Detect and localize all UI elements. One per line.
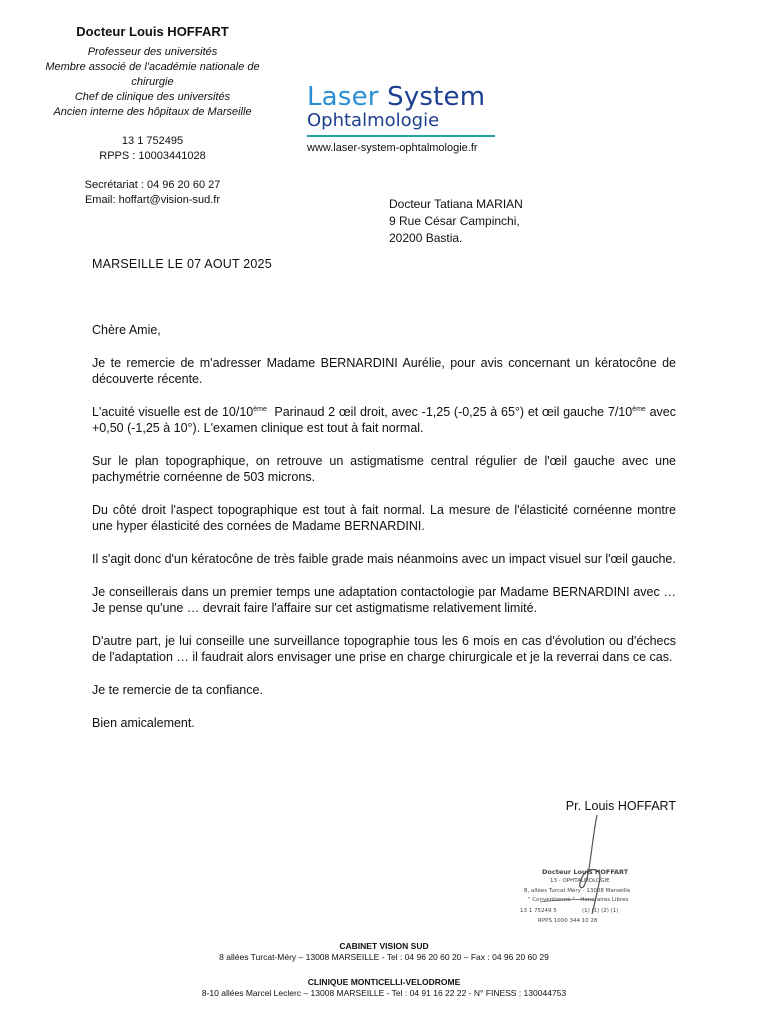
footer-clinique-address: 8-10 allées Marcel Leclerc – 13008 MARSEILLE - Tel : 04 91 16 22 22 - N° FINESS : 130044753 xyxy=(201,988,567,998)
letter-salutation: Chère Amie, xyxy=(92,323,161,337)
footer-clinique-title: CLINIQUE MONTICELLI-VELODROME xyxy=(307,977,461,987)
logo-underline xyxy=(307,135,495,137)
sender-title-3: chirurgie xyxy=(131,76,174,88)
logo-word-ophtalmologie: Ophtalmologie xyxy=(307,110,440,131)
svg-text:(1) (1) (2) (1): (1) (1) (2) (1) xyxy=(582,908,619,914)
footer-cabinet xyxy=(0,941,768,963)
sender-title-5: Ancien interne des hôpitaux de Marseille xyxy=(53,106,252,118)
logo-word-system: System xyxy=(387,82,486,112)
svg-text:8, allées Turcat Méry - 13008: 8, allées Turcat Méry - 13008 Marseille xyxy=(524,888,631,894)
sender-title-1: Professeur des universités xyxy=(87,46,218,58)
sender-title-4: Chef de clinique des universités xyxy=(74,91,231,103)
sender-ids xyxy=(20,134,285,164)
signature-name: Pr. Louis HOFFART xyxy=(565,799,676,813)
letter-paragraph-5: Il s'agit donc d'un kératocône de très faible grade mais néanmoins avec un impact visuel sur l'œil gauche. xyxy=(92,552,676,566)
p2-part-c: avec +0,50 (-1,25 à 10°). L'examen clinique est tout à fait normal. xyxy=(92,405,676,435)
letter-paragraph-8: Je te remercie de ta confiance. xyxy=(92,683,263,697)
logo-url: www.laser-system-ophtalmologie.fr xyxy=(307,142,478,154)
svg-text:13 - OPHTALMOLOGIE: 13 - OPHTALMOLOGIE xyxy=(550,878,610,884)
letter-date: MARSEILLE LE 07 AOUT 2025 xyxy=(92,257,272,271)
sender-rpps: RPPS : 10003441028 xyxy=(99,150,206,162)
letter-paragraph-7: D'autre part, je lui conseille une surveillance topographie tous les 6 mois en cas d'évolution ou d'échecs de l'adaptation … il faudrait alors envisager une prise en charge chirurgicale et je la reverrai dans ce cas. xyxy=(92,634,676,664)
svg-text:Docteur Louis HOFFART: Docteur Louis HOFFART xyxy=(542,868,629,876)
letter-paragraph-4: Du côté droit l'aspect topographique est tout à fait normal. La mesure de l'élasticité cornéenne montre une hyper élasticité des cornées de Madame BERNARDINI. xyxy=(92,503,676,533)
svg-text:" Conventionné " - Honoraires: " Conventionné " - Honoraires Libres xyxy=(528,897,629,903)
sender-name: Docteur Louis HOFFART xyxy=(76,24,229,39)
recipient-city: 20200 Bastia. xyxy=(389,231,463,245)
p2-superscript-2: ème xyxy=(632,405,646,413)
p2-part-b: Parinaud 2 œil droit, avec -1,25 (-0,25 à 65°) et œil gauche 7/10 xyxy=(266,405,633,419)
logo-wordmark xyxy=(307,82,495,112)
footer-clinique xyxy=(0,977,768,999)
footer-cabinet-title: CABINET VISION SUD xyxy=(339,941,429,951)
logo-word-laser: Laser xyxy=(307,82,379,112)
sender-id-number: 13 1 752495 xyxy=(121,135,184,147)
sender-title-2: Membre associé de l'académie nationale de xyxy=(45,61,260,73)
signature-stamp xyxy=(500,810,680,935)
letter-body xyxy=(92,322,676,748)
letter-closing: Bien amicalement. xyxy=(92,716,195,730)
letter-paragraph-2 xyxy=(92,404,676,436)
recipient-street: 9 Rue César Campinchi, xyxy=(389,214,520,228)
svg-text:RPPS 1000 344 10 28: RPPS 1000 344 10 28 xyxy=(538,918,598,924)
recipient-name: Docteur Tatiana MARIAN xyxy=(389,197,523,211)
letter-paragraph-6: Je conseillerais dans un premier temps une adaptation contactologie par Madame BERNARDINI avec … Je pense qu'une … devrait faire l'affaire sur cet astigmatisme relativement limité. xyxy=(92,585,676,615)
p2-part-a: L'acuité visuelle est de 10/10 xyxy=(92,405,254,419)
recipient-address xyxy=(389,196,523,247)
sender-contact xyxy=(20,178,285,208)
letter-paragraph-1: Je te remercie de m'adresser Madame BERNARDINI Aurélie, pour avis concernant un kératocône de découverte récente. xyxy=(92,356,676,386)
sender-email: Email: hoffart@vision-sud.fr xyxy=(84,194,221,206)
laser-system-logo xyxy=(307,82,495,154)
letter-paragraph-3: Sur le plan topographique, on retrouve un astigmatisme central régulier de l'œil gauche avec une pachymétrie cornéenne de 503 microns. xyxy=(92,454,676,484)
svg-text:13 1 75249 5: 13 1 75249 5 xyxy=(520,908,557,914)
stamp-text xyxy=(520,868,631,924)
footer-cabinet-address: 8 allées Turcat-Méry – 13008 MARSEILLE - Tel : 04 96 20 60 20 – Fax : 04 96 20 60 29 xyxy=(219,952,549,962)
sender-secretariat: Secrétariat : 04 96 20 60 27 xyxy=(84,179,221,191)
p2-superscript-1: ème xyxy=(253,405,267,413)
sender-block xyxy=(20,24,285,208)
